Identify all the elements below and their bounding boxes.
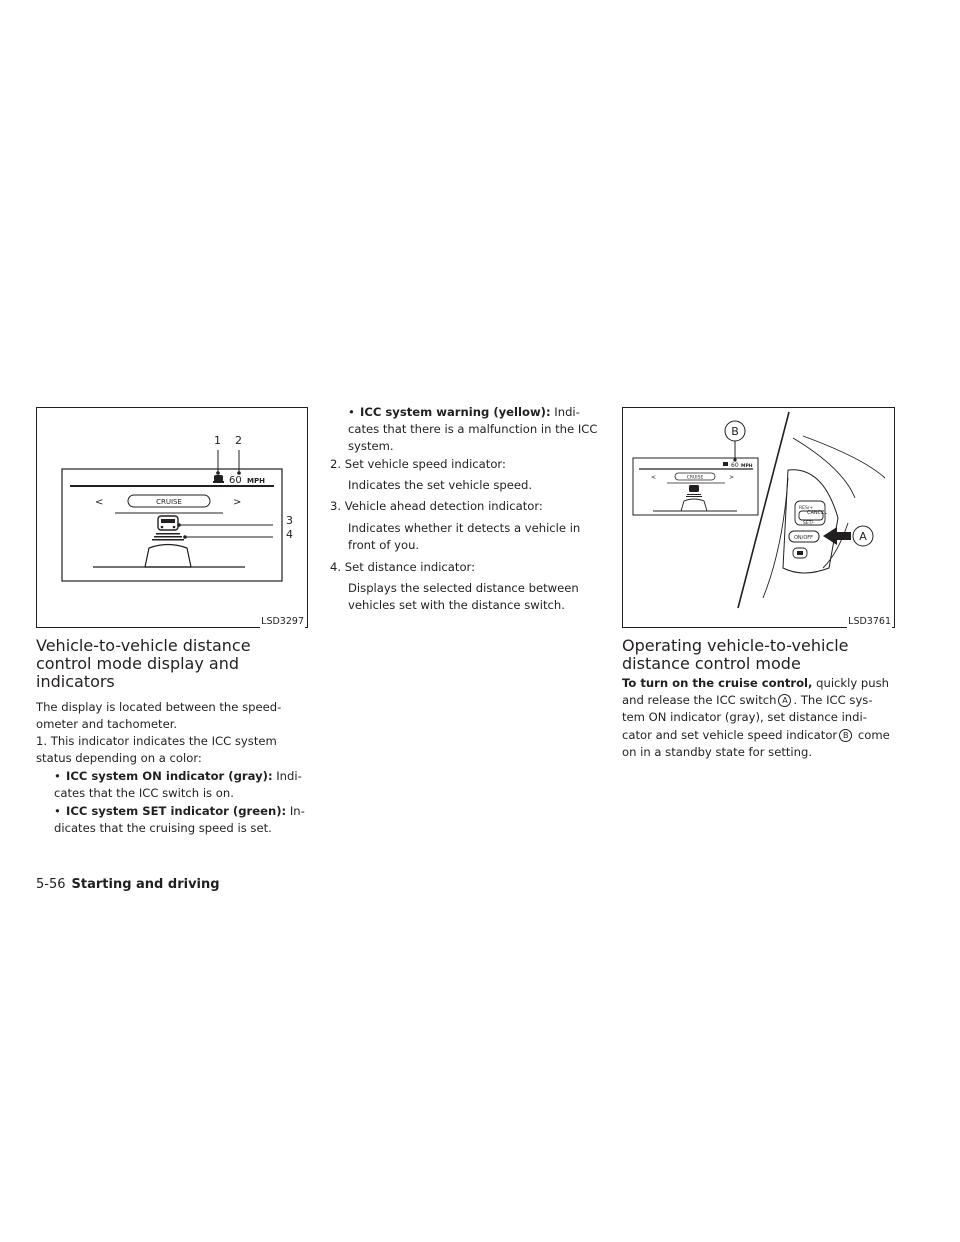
figure-code: LSD3761 [848, 616, 891, 627]
bullet-set-text: In-dicates that the cruising speed is set. [54, 804, 305, 836]
section2-text-2: . The ICC sys-tem ON indicator (gray), set distance indi-cator and set vehicle speed indicator [622, 693, 873, 742]
section1-heading: Vehicle-to-vehicle distance control mode display and indicators [36, 636, 251, 691]
bullet-on: • ICC system ON indicator (gray): Indi-cates that the ICC switch is on. [54, 769, 302, 801]
item3-label: 3. Vehicle ahead detection indicator: [330, 499, 543, 513]
section2-body [622, 675, 895, 761]
svg-text:>: > [729, 474, 735, 481]
page-footer [36, 877, 220, 893]
distance-bars [152, 533, 184, 541]
switch-onoff: ON/OFF [794, 535, 814, 541]
item2-label: 2. Set vehicle speed indicator: [330, 457, 506, 471]
mini-vehicle-icon [689, 485, 699, 492]
mini-icc-icon [723, 462, 728, 466]
bullet-warn-text: Indi-cates that there is a malfunction in the ICC system. [348, 405, 598, 454]
icc-display-illustration [37, 408, 309, 629]
switch-accel: RES/+ [799, 506, 814, 511]
steering-wheel-edge [738, 412, 789, 608]
item4-desc: Displays the selected distance between vehicles set with the distance switch. [348, 581, 579, 613]
circle-b-icon: B [839, 729, 852, 742]
icc-indicator-icon [213, 475, 224, 483]
bullet-set: • ICC system SET indicator (green): In-dicates that the cruising speed is set. [54, 804, 305, 836]
callout-3: 3 [286, 514, 293, 527]
figure-icc-switch [622, 407, 895, 628]
icc-switch-illustration [623, 408, 896, 629]
switch-cancel: CANCEL [807, 510, 828, 516]
page-number: 5-56 [36, 877, 66, 892]
callout-4: 4 [286, 528, 293, 541]
section2-text-1: quickly push and release the ICC switch [622, 676, 890, 708]
bullet-on-label: ICC system ON indicator (gray): [66, 769, 273, 783]
vehicle-ahead-icon [158, 516, 178, 530]
section1-intro: The display is located between the speed-ometer and tachometer. [36, 700, 282, 732]
section2-lead: To turn on the cruise control, [622, 676, 813, 690]
switch-set: SET/- [803, 521, 815, 526]
section2-heading: Operating vehicle-to-vehicle distance control mode [622, 636, 849, 673]
section2-text-3: come on in a standby state for setting. [622, 727, 890, 759]
mini-speed: 60 [731, 462, 739, 469]
cruise-label: CRUISE [156, 498, 182, 506]
item4 [330, 559, 602, 576]
bullet-warn: • ICC system warning (yellow): Indi-cates that there is a malfunction in the ICC system. [348, 405, 598, 454]
arrow-right: > [233, 497, 242, 508]
callout-2: 2 [235, 434, 242, 447]
item1-text: 1. This indicator indicates the ICC system status depending on a color: [36, 734, 277, 766]
item2 [330, 456, 602, 473]
figure-icc-display [36, 407, 308, 628]
bullet-set-label: ICC system SET indicator (green): [66, 804, 287, 818]
svg-text:<: < [651, 474, 657, 481]
callout-1: 1 [214, 434, 221, 447]
bullet-on-text: Indi-cates that the ICC switch is on. [54, 769, 302, 801]
display-unit: MPH [247, 477, 265, 485]
circle-a-icon: A [778, 694, 791, 707]
item3-desc: Indicates whether it detects a vehicle in front of you. [348, 521, 581, 553]
arrow-left: < [95, 497, 104, 508]
bullet-warn-label: ICC system warning (yellow): [360, 405, 551, 419]
callout-b: B [731, 425, 739, 438]
svg-text:CRUISE: CRUISE [686, 475, 704, 481]
figure-code: LSD3297 [261, 616, 304, 627]
callout-a: A [859, 530, 867, 543]
arrow-icon [823, 527, 851, 545]
item1 [36, 733, 308, 767]
own-vehicle-icon [145, 545, 191, 568]
display-speed: 60 [229, 475, 242, 486]
chapter-title: Starting and driving [71, 877, 220, 892]
mini-unit: MPH [741, 464, 753, 469]
item3 [330, 498, 602, 515]
item2-desc: Indicates the set vehicle speed. [348, 478, 533, 492]
item4-label: 4. Set distance indicator: [330, 560, 476, 574]
